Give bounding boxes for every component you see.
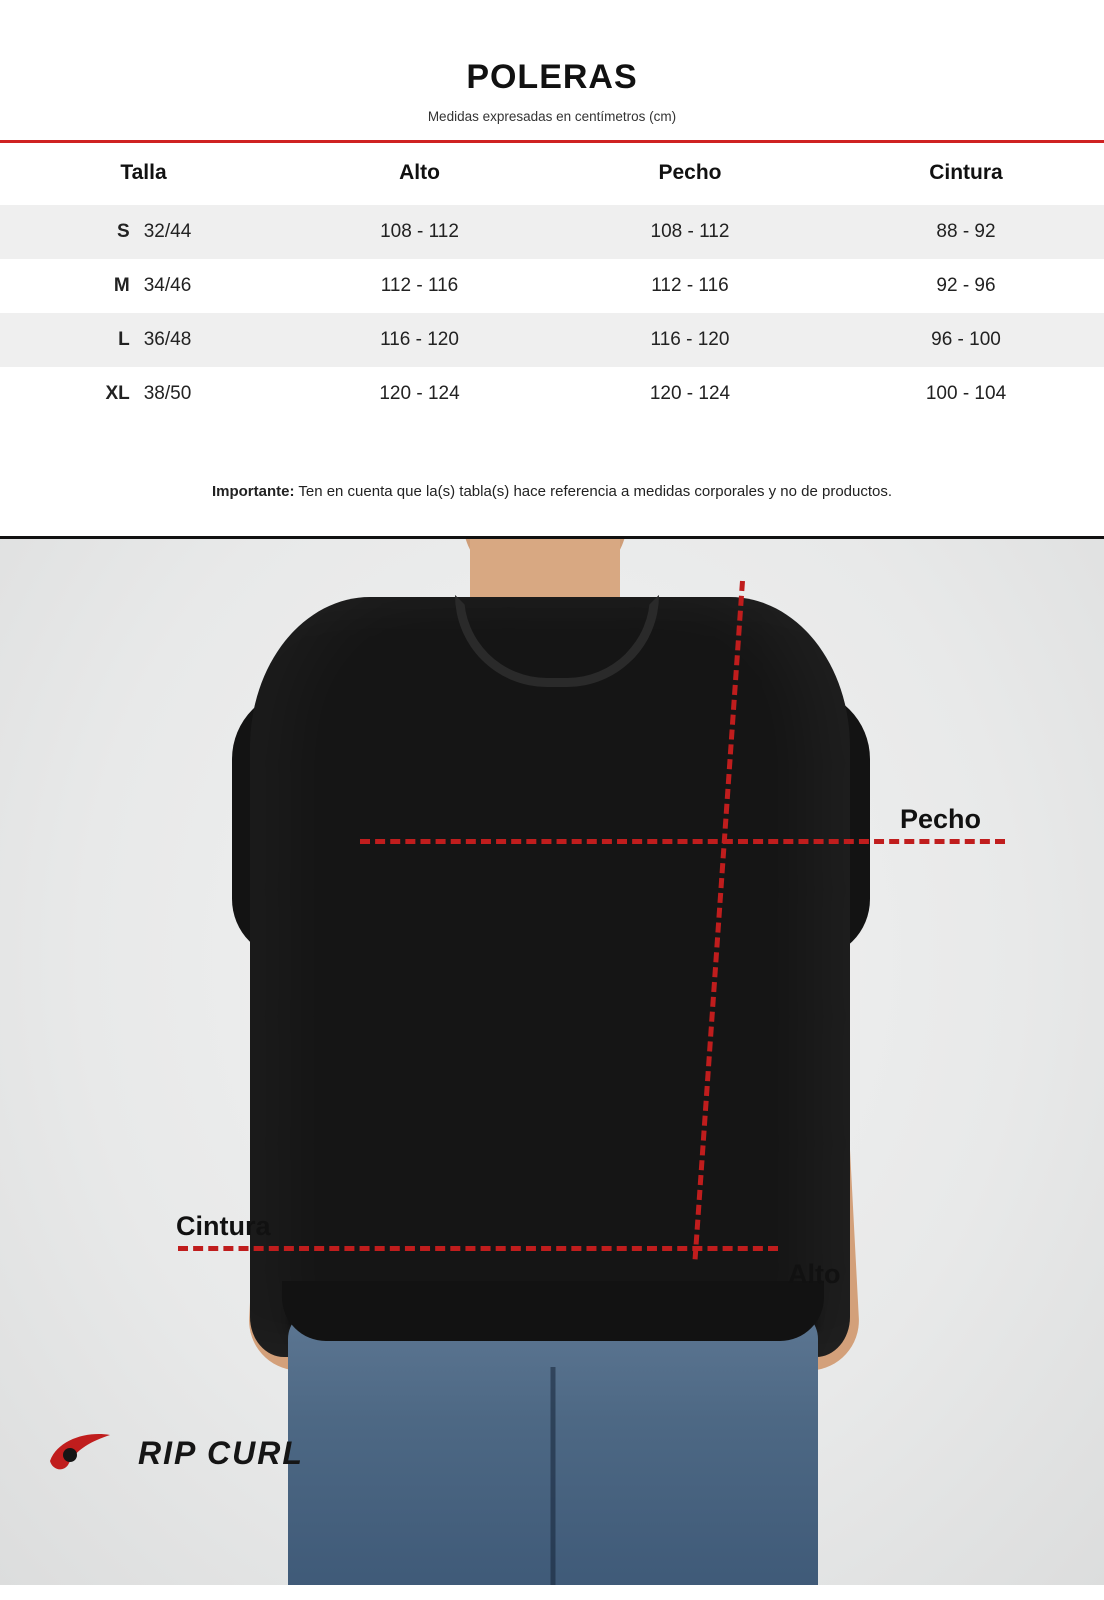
alto-label: Alto xyxy=(788,1259,841,1289)
cintura-measure-line xyxy=(178,1246,778,1251)
size-code: S xyxy=(117,221,130,242)
model-jeans xyxy=(288,1309,818,1585)
cintura-label: Cintura xyxy=(176,1211,271,1241)
cell-pecho: 120 - 124 xyxy=(649,383,731,404)
cell-cintura: 88 - 92 xyxy=(828,205,1104,259)
size-code: M xyxy=(113,275,130,296)
table-row xyxy=(0,367,1104,421)
size-number: 38/50 xyxy=(143,383,192,404)
size-table xyxy=(0,143,1104,421)
rip-curl-wave-icon xyxy=(48,1431,128,1475)
cell-alto: 116 - 120 xyxy=(287,313,552,367)
cell-talla xyxy=(0,205,287,259)
table-row xyxy=(0,313,1104,367)
cell-talla xyxy=(0,367,287,421)
cell-alto: 120 - 124 xyxy=(379,383,460,404)
column-header-alto: Alto xyxy=(399,161,440,184)
pecho-measure-line xyxy=(360,839,1005,844)
cell-cintura: 96 - 100 xyxy=(828,313,1104,367)
cell-pecho: 112 - 116 xyxy=(651,275,729,296)
page-title: POLERAS xyxy=(466,58,638,96)
model-illustration xyxy=(0,539,1104,1585)
brand-name: RIP CURL xyxy=(138,1434,304,1471)
cell-talla xyxy=(0,313,287,367)
cell-alto: 108 - 112 xyxy=(287,205,552,259)
table-row xyxy=(0,259,1104,313)
important-note xyxy=(0,421,1104,500)
column-header-pecho: Pecho xyxy=(658,161,722,184)
important-note-label: Importante: xyxy=(211,483,295,500)
cell-cintura: 100 - 104 xyxy=(925,383,1007,404)
table-row xyxy=(0,205,1104,259)
tshirt-body xyxy=(250,597,850,1357)
cell-pecho: 116 - 120 xyxy=(552,313,828,367)
column-header-cintura: Cintura xyxy=(929,161,1003,184)
brand-logo xyxy=(48,1431,304,1475)
tshirt-hem xyxy=(282,1281,824,1341)
size-code: L xyxy=(118,329,130,350)
table-header-row xyxy=(0,143,1104,205)
column-header-talla: Talla xyxy=(120,161,167,184)
page-subtitle: Medidas expresadas en centímetros (cm) xyxy=(427,109,677,124)
cell-cintura: 92 - 96 xyxy=(936,275,996,296)
document-header xyxy=(0,0,1104,124)
pecho-label: Pecho xyxy=(900,804,982,834)
cell-alto: 112 - 116 xyxy=(380,275,459,296)
cell-talla xyxy=(0,259,287,313)
measurement-diagram xyxy=(0,539,1104,1585)
important-note-text: Ten en cuenta que la(s) tabla(s) hace referencia a medidas corporales y no de productos. xyxy=(294,483,893,500)
size-code: XL xyxy=(105,383,130,404)
size-number: 32/44 xyxy=(143,221,192,242)
cell-pecho: 108 - 112 xyxy=(552,205,828,259)
size-number: 36/48 xyxy=(143,329,192,350)
size-number: 34/46 xyxy=(143,275,192,296)
